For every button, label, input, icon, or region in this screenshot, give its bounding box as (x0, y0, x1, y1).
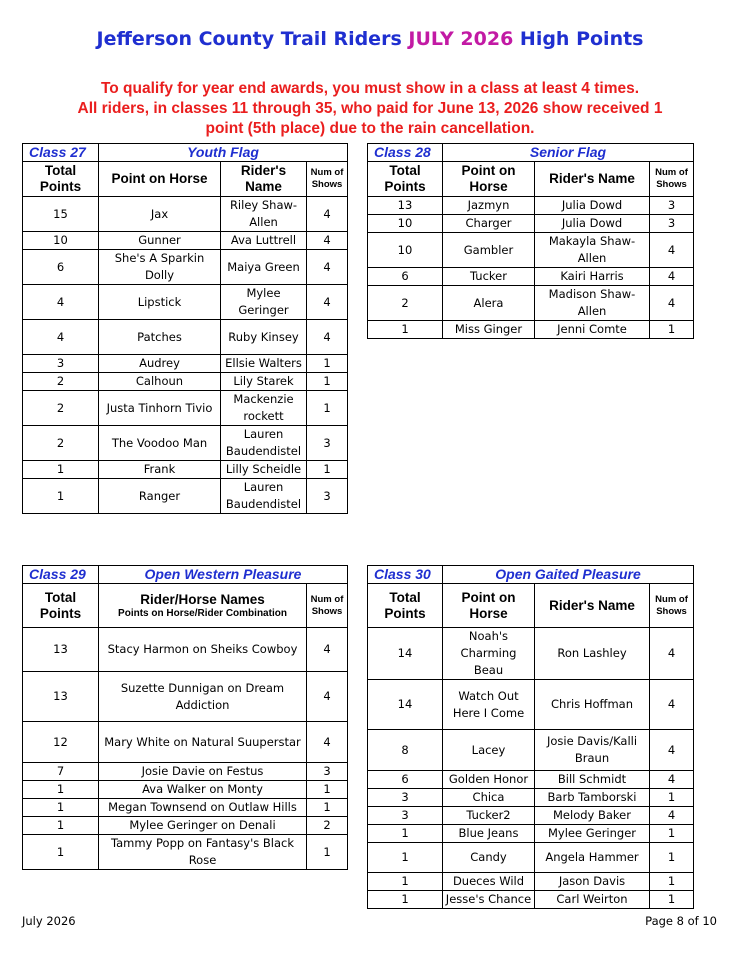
table-row (368, 730, 694, 771)
horse-cell: Lipstick (99, 285, 221, 320)
shows-cell: 4 (650, 730, 694, 771)
table-row (368, 215, 694, 233)
points-cell: 2 (23, 426, 99, 461)
shows-cell: 1 (650, 843, 694, 873)
points-cell: 2 (23, 391, 99, 426)
points-cell: 2 (23, 373, 99, 391)
rider-cell: Mackenzie rockett (221, 391, 307, 426)
class-30-table (367, 565, 694, 909)
shows-cell: 1 (650, 873, 694, 891)
header-point-on-horse: Point on Horse (443, 162, 535, 197)
table-row (368, 680, 694, 730)
table-row (23, 232, 348, 250)
notice-line-3: point (5th place) due to the rain cancellation. (205, 120, 535, 137)
points-cell: 4 (23, 320, 99, 355)
points-cell: 1 (23, 781, 99, 799)
horse-cell: Tucker (443, 268, 535, 286)
table-row (23, 320, 348, 355)
table-row (368, 321, 694, 339)
table-row (23, 628, 348, 672)
rider-cell: Mylee Geringer (221, 285, 307, 320)
shows-cell: 3 (650, 197, 694, 215)
rider-cell: Ron Lashley (535, 628, 650, 680)
title-suffix: High Points (519, 28, 644, 50)
shows-cell: 2 (307, 817, 348, 835)
table-row (23, 250, 348, 285)
points-cell: 12 (23, 722, 99, 763)
header-total-points: Total Points (23, 584, 99, 628)
shows-cell: 1 (650, 321, 694, 339)
class-number: Class 28 (368, 144, 443, 162)
shows-cell: 4 (307, 232, 348, 250)
rider-cell: Madison Shaw-Allen (535, 286, 650, 321)
rider-cell: Angela Hammer (535, 843, 650, 873)
shows-cell: 3 (307, 763, 348, 781)
shows-cell: 1 (307, 355, 348, 373)
table-row (23, 763, 348, 781)
points-cell: 1 (368, 321, 443, 339)
table-row (23, 285, 348, 320)
class-name: Open Gaited Pleasure (443, 566, 694, 584)
qualification-notice (20, 79, 720, 139)
rider-cell: Lilly Scheidle (221, 461, 307, 479)
rider-cell: Kairi Harris (535, 268, 650, 286)
shows-cell: 4 (307, 285, 348, 320)
points-cell: 15 (23, 197, 99, 232)
points-cell: 13 (23, 628, 99, 672)
horse-cell: Calhoun (99, 373, 221, 391)
table-row (23, 479, 348, 514)
rider-cell: Jenni Comte (535, 321, 650, 339)
table-row (23, 426, 348, 461)
table-row (23, 781, 348, 799)
horse-cell: Frank (99, 461, 221, 479)
footer-date: July 2026 (22, 914, 76, 928)
class-name: Youth Flag (99, 144, 348, 162)
table-row (23, 835, 348, 870)
rider-cell: Ruby Kinsey (221, 320, 307, 355)
rider-cell: Jason Davis (535, 873, 650, 891)
shows-cell: 4 (650, 286, 694, 321)
rider-cell: Riley Shaw-Allen (221, 197, 307, 232)
shows-cell: 1 (307, 799, 348, 817)
header-num-of-shows: Num of Shows (307, 584, 348, 628)
points-cell: 1 (368, 843, 443, 873)
horse-cell: Jazmyn (443, 197, 535, 215)
points-cell: 4 (23, 285, 99, 320)
combo-cell: Mylee Geringer on Denali (99, 817, 307, 835)
shows-cell: 4 (650, 268, 694, 286)
points-cell: 3 (368, 789, 443, 807)
page-title (0, 28, 740, 50)
shows-cell: 3 (307, 479, 348, 514)
rider-cell: Lily Starek (221, 373, 307, 391)
horse-cell: Miss Ginger (443, 321, 535, 339)
points-cell: 10 (368, 233, 443, 268)
table-row (368, 233, 694, 268)
horse-cell: Jax (99, 197, 221, 232)
shows-cell: 1 (307, 373, 348, 391)
class-number: Class 29 (23, 566, 99, 584)
points-cell: 14 (368, 628, 443, 680)
header-point-on-horse: Point on Horse (443, 584, 535, 628)
combo-cell: Tammy Popp on Fantasy's Black Rose (99, 835, 307, 870)
shows-cell: 4 (307, 250, 348, 285)
points-cell: 8 (368, 730, 443, 771)
class-28-table (367, 143, 694, 339)
combo-cell: Megan Townsend on Outlaw Hills (99, 799, 307, 817)
shows-cell: 1 (307, 781, 348, 799)
table-row (368, 891, 694, 909)
header-num-of-shows: Num of Shows (650, 162, 694, 197)
rider-cell: Makayla Shaw-Allen (535, 233, 650, 268)
points-cell: 6 (368, 771, 443, 789)
combo-cell: Suzette Dunnigan on Dream Addiction (99, 672, 307, 722)
header-combo-label: Rider/Horse Names (140, 591, 265, 607)
points-cell: 14 (368, 680, 443, 730)
shows-cell: 4 (650, 771, 694, 789)
table-row (368, 268, 694, 286)
rider-cell: Bill Schmidt (535, 771, 650, 789)
class-name: Open Western Pleasure (99, 566, 348, 584)
points-cell: 1 (23, 835, 99, 870)
rider-cell: Maiya Green (221, 250, 307, 285)
horse-cell: Dueces Wild (443, 873, 535, 891)
table-row (23, 817, 348, 835)
table-row (368, 286, 694, 321)
rider-cell: Lauren Baudendistel (221, 426, 307, 461)
shows-cell: 4 (307, 672, 348, 722)
table-row (23, 722, 348, 763)
combo-cell: Ava Walker on Monty (99, 781, 307, 799)
shows-cell: 4 (650, 807, 694, 825)
points-cell: 1 (23, 479, 99, 514)
points-cell: 7 (23, 763, 99, 781)
points-cell: 1 (368, 891, 443, 909)
horse-cell: Chica (443, 789, 535, 807)
header-total-points: Total Points (23, 162, 99, 197)
rider-cell: Julia Dowd (535, 215, 650, 233)
header-riders-name: Rider's Name (535, 584, 650, 628)
horse-cell: Gambler (443, 233, 535, 268)
header-total-points: Total Points (368, 162, 443, 197)
header-num-of-shows: Num of Shows (307, 162, 348, 197)
horse-cell: She's A Sparkin Dolly (99, 250, 221, 285)
rider-cell: Melody Baker (535, 807, 650, 825)
shows-cell: 1 (307, 835, 348, 870)
shows-cell: 1 (307, 391, 348, 426)
class-number: Class 27 (23, 144, 99, 162)
table-row (368, 807, 694, 825)
table-row (23, 197, 348, 232)
table-row (23, 672, 348, 722)
points-cell: 1 (368, 873, 443, 891)
points-cell: 1 (23, 461, 99, 479)
rider-cell: Julia Dowd (535, 197, 650, 215)
table-row (368, 789, 694, 807)
points-cell: 10 (23, 232, 99, 250)
points-cell: 1 (23, 799, 99, 817)
shows-cell: 1 (650, 825, 694, 843)
class-29-table (22, 565, 348, 870)
horse-cell: Watch Out Here I Come (443, 680, 535, 730)
table-row (23, 461, 348, 479)
notice-line-2: All riders, in classes 11 through 35, who paid for June 13, 2026 show received 1 (77, 100, 663, 117)
header-rider-horse-names (99, 584, 307, 628)
horse-cell: Gunner (99, 232, 221, 250)
table-row (23, 373, 348, 391)
points-cell: 1 (23, 817, 99, 835)
rider-cell: Barb Tamborski (535, 789, 650, 807)
shows-cell: 4 (650, 628, 694, 680)
rider-cell: Ava Luttrell (221, 232, 307, 250)
combo-cell: Josie Davie on Festus (99, 763, 307, 781)
horse-cell: Noah's Charming Beau (443, 628, 535, 680)
table-row (368, 197, 694, 215)
shows-cell: 4 (307, 722, 348, 763)
shows-cell: 4 (650, 680, 694, 730)
rider-cell: Josie Davis/Kalli Braun (535, 730, 650, 771)
header-riders-name: Rider's Name (221, 162, 307, 197)
combo-cell: Mary White on Natural Suuperstar (99, 722, 307, 763)
horse-cell: Jesse's Chance (443, 891, 535, 909)
class-number: Class 30 (368, 566, 443, 584)
points-cell: 13 (23, 672, 99, 722)
title-month: JULY 2026 (408, 28, 514, 50)
shows-cell: 4 (307, 320, 348, 355)
table-row (23, 799, 348, 817)
rider-cell: Carl Weirton (535, 891, 650, 909)
rider-cell: Chris Hoffman (535, 680, 650, 730)
table-row (368, 825, 694, 843)
combo-cell: Stacy Harmon on Sheiks Cowboy (99, 628, 307, 672)
header-combo-sublabel: Points on Horse/Rider Combination (118, 607, 287, 619)
horse-cell: Justa Tinhorn Tivio (99, 391, 221, 426)
shows-cell: 1 (650, 789, 694, 807)
points-cell: 3 (23, 355, 99, 373)
table-row (23, 355, 348, 373)
shows-cell: 3 (650, 215, 694, 233)
points-cell: 13 (368, 197, 443, 215)
footer-page-number: Page 8 of 10 (645, 914, 717, 928)
horse-cell: Patches (99, 320, 221, 355)
header-total-points: Total Points (368, 584, 443, 628)
class-27-table (22, 143, 348, 514)
points-cell: 6 (368, 268, 443, 286)
points-cell: 1 (368, 825, 443, 843)
table-row (368, 873, 694, 891)
horse-cell: Audrey (99, 355, 221, 373)
title-prefix: Jefferson County Trail Riders (96, 28, 402, 50)
table-row (368, 843, 694, 873)
table-row (23, 391, 348, 426)
shows-cell: 1 (307, 461, 348, 479)
shows-cell: 4 (650, 233, 694, 268)
header-riders-name: Rider's Name (535, 162, 650, 197)
header-point-on-horse: Point on Horse (99, 162, 221, 197)
table-row (368, 771, 694, 789)
horse-cell: Blue Jeans (443, 825, 535, 843)
shows-cell: 1 (650, 891, 694, 909)
horse-cell: Golden Honor (443, 771, 535, 789)
table-row (368, 628, 694, 680)
header-num-of-shows: Num of Shows (650, 584, 694, 628)
horse-cell: Charger (443, 215, 535, 233)
horse-cell: Alera (443, 286, 535, 321)
horse-cell: Candy (443, 843, 535, 873)
shows-cell: 3 (307, 426, 348, 461)
class-name: Senior Flag (443, 144, 694, 162)
horse-cell: Tucker2 (443, 807, 535, 825)
shows-cell: 4 (307, 628, 348, 672)
rider-cell: Ellsie Walters (221, 355, 307, 373)
rider-cell: Mylee Geringer (535, 825, 650, 843)
points-cell: 2 (368, 286, 443, 321)
points-cell: 3 (368, 807, 443, 825)
shows-cell: 4 (307, 197, 348, 232)
horse-cell: The Voodoo Man (99, 426, 221, 461)
points-cell: 6 (23, 250, 99, 285)
horse-cell: Ranger (99, 479, 221, 514)
points-cell: 10 (368, 215, 443, 233)
rider-cell: Lauren Baudendistel (221, 479, 307, 514)
notice-line-1: To qualify for year end awards, you must show in a class at least 4 times. (100, 80, 640, 97)
horse-cell: Lacey (443, 730, 535, 771)
